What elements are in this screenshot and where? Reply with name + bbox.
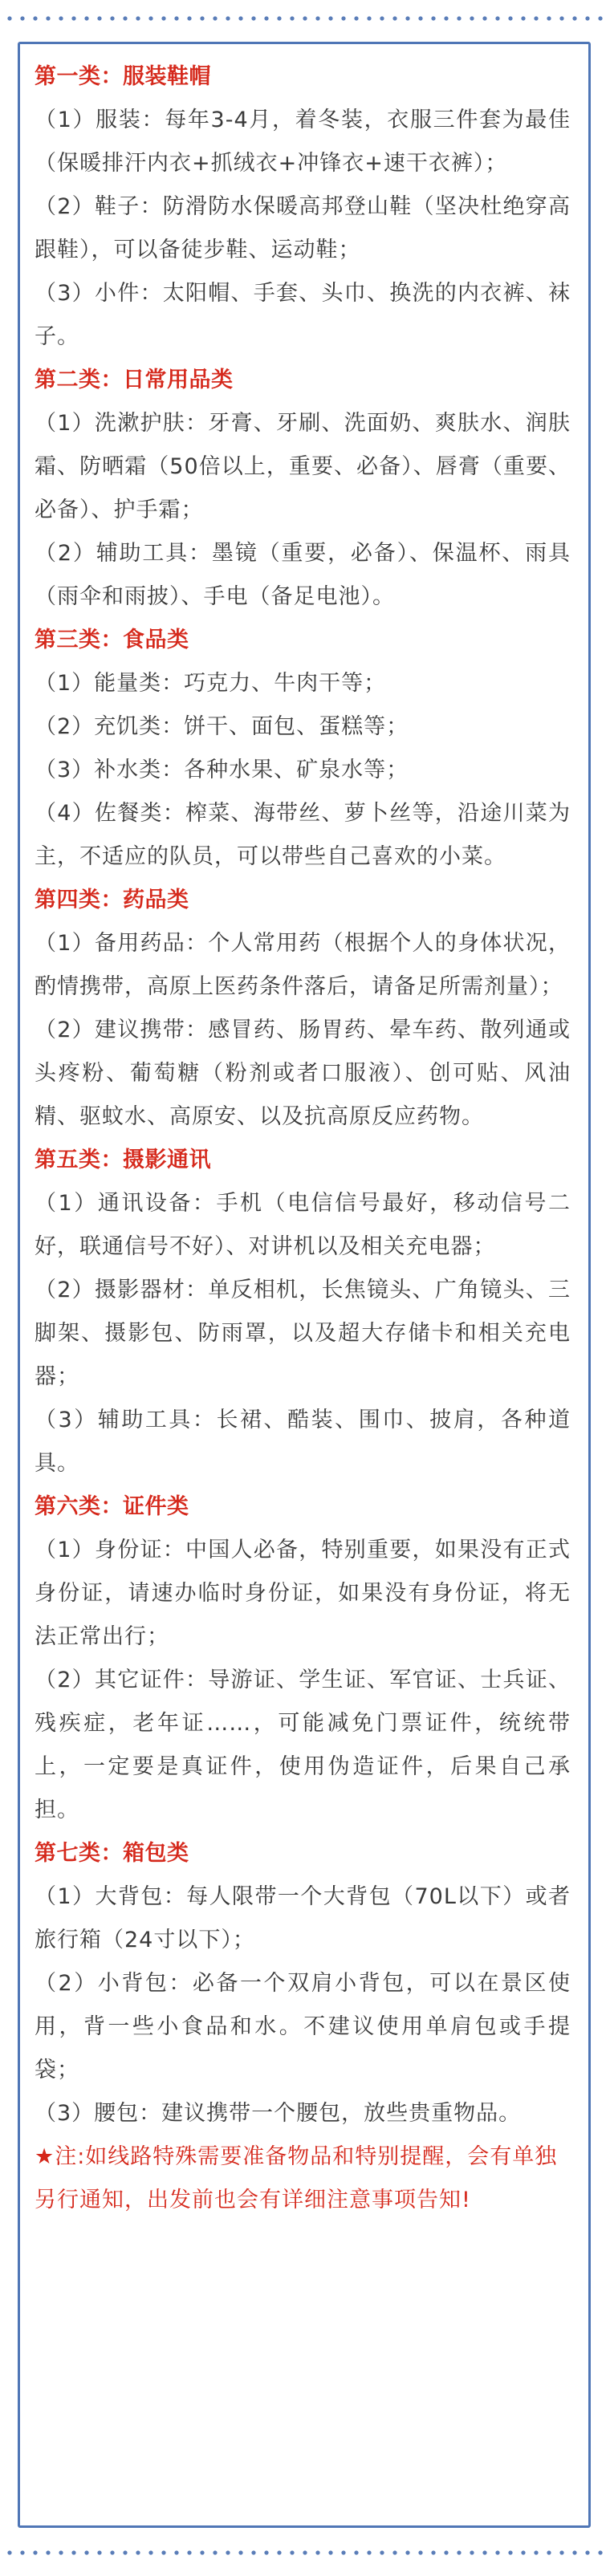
list-item: （3）补水类：各种水果、矿泉水等；	[35, 758, 409, 782]
section-title: 第四类：药品类	[35, 888, 189, 912]
list-item: （1）备用药品：个人常用药（根据个人的身体状况，酌情携带，高原上医药条件落后，请备足所需剂量）；	[35, 931, 571, 999]
bottom-dotted-border	[0, 2550, 610, 2555]
section-photo-comms	[35, 1139, 571, 1485]
packing-list-frame	[18, 42, 591, 2528]
section-documents	[35, 1485, 571, 1832]
list-item: （1）洗漱护肤：牙膏、牙刷、洗面奶、爽肤水、润肤霜、防晒霜（50倍以上，重要、必备）、唇膏（重要、必备）、护手霜；	[35, 411, 571, 522]
list-item: （2）其它证件：导游证、学生证、军官证、士兵证、残疾症，老年证……，可能减免门票证件，统统带上，一定要是真证件，使用伪造证件，后果自己承担。	[35, 1668, 571, 1822]
list-item: （2）充饥类：饼干、面包、蛋糕等；	[35, 714, 409, 739]
section-bags	[35, 1832, 571, 2135]
list-item: （4）佐餐类：榨菜、海带丝、萝卜丝等，沿途川菜为主，不适应的队员，可以带些自己喜欢的小菜。	[35, 801, 571, 869]
section-clothing	[35, 55, 571, 359]
list-item: （1）能量类：巧克力、牛肉干等；	[35, 671, 387, 696]
section-title: 第二类：日常用品类	[35, 368, 234, 392]
list-item: （1）身份证：中国人必备，特别重要，如果没有正式身份证，请速办临时身份证，如果没有身份证，将无法正常出行；	[35, 1538, 571, 1649]
section-title: 第七类：箱包类	[35, 1841, 189, 1866]
list-item: （2）建议携带：感冒药、肠胃药、晕车药、散列通或头疼粉、葡萄糖（粉剂或者口服液）、创可贴、风油精、驱蚊水、高原安、以及抗高原反应药物。	[35, 1018, 571, 1129]
top-dotted-border	[0, 16, 610, 21]
section-medicine	[35, 879, 571, 1139]
list-item: （3）小件：太阳帽、手套、头巾、换洗的内衣裤、袜子。	[35, 281, 571, 349]
section-title: 第五类：摄影通讯	[35, 1148, 211, 1172]
section-food	[35, 619, 571, 879]
list-item: （1）大背包：每人限带一个大背包（70L以下）或者旅行箱（24寸以下）；	[35, 1884, 571, 1952]
list-item: （2）辅助工具：墨镜（重要，必备）、保温杯、雨具（雨伞和雨披）、手电（备足电池）。	[35, 541, 571, 609]
section-title: 第三类：食品类	[35, 628, 189, 652]
list-item: （2）小背包：必备一个双肩小背包，可以在景区使用，背一些小食品和水。不建议使用单肩包或手提袋；	[35, 1971, 571, 2082]
list-item: （1）服装：每年3-4月，着冬装，衣服三件套为最佳（保暖排汗内衣+抓绒衣+冲锋衣+速干衣裤）；	[35, 108, 571, 176]
list-item: （3）腰包：建议携带一个腰包，放些贵重物品。	[35, 2101, 522, 2126]
list-item: （2）摄影器材：单反相机，长焦镜头、广角镜头、三脚架、摄影包、防雨罩，以及超大存储卡和相关充电器；	[35, 1278, 571, 1389]
section-title: 第一类：服装鞋帽	[35, 64, 211, 89]
list-item: （3）辅助工具：长裙、酷装、围巾、披肩，各种道具。	[35, 1408, 571, 1476]
section-title: 第六类：证件类	[35, 1494, 189, 1519]
list-item: （2）鞋子：防滑防水保暖高邦登山鞋（坚决杜绝穿高跟鞋），可以备徒步鞋、运动鞋；	[35, 194, 571, 262]
section-daily-supplies	[35, 359, 571, 619]
footnote: ★注:如线路特殊需要准备物品和特别提醒，会有单独另行通知，出发前也会有详细注意事项告知!	[35, 2144, 558, 2212]
list-item: （1）通讯设备：手机（电信信号最好，移动信号二好，联通信号不好）、对讲机以及相关充电器；	[35, 1191, 571, 1259]
